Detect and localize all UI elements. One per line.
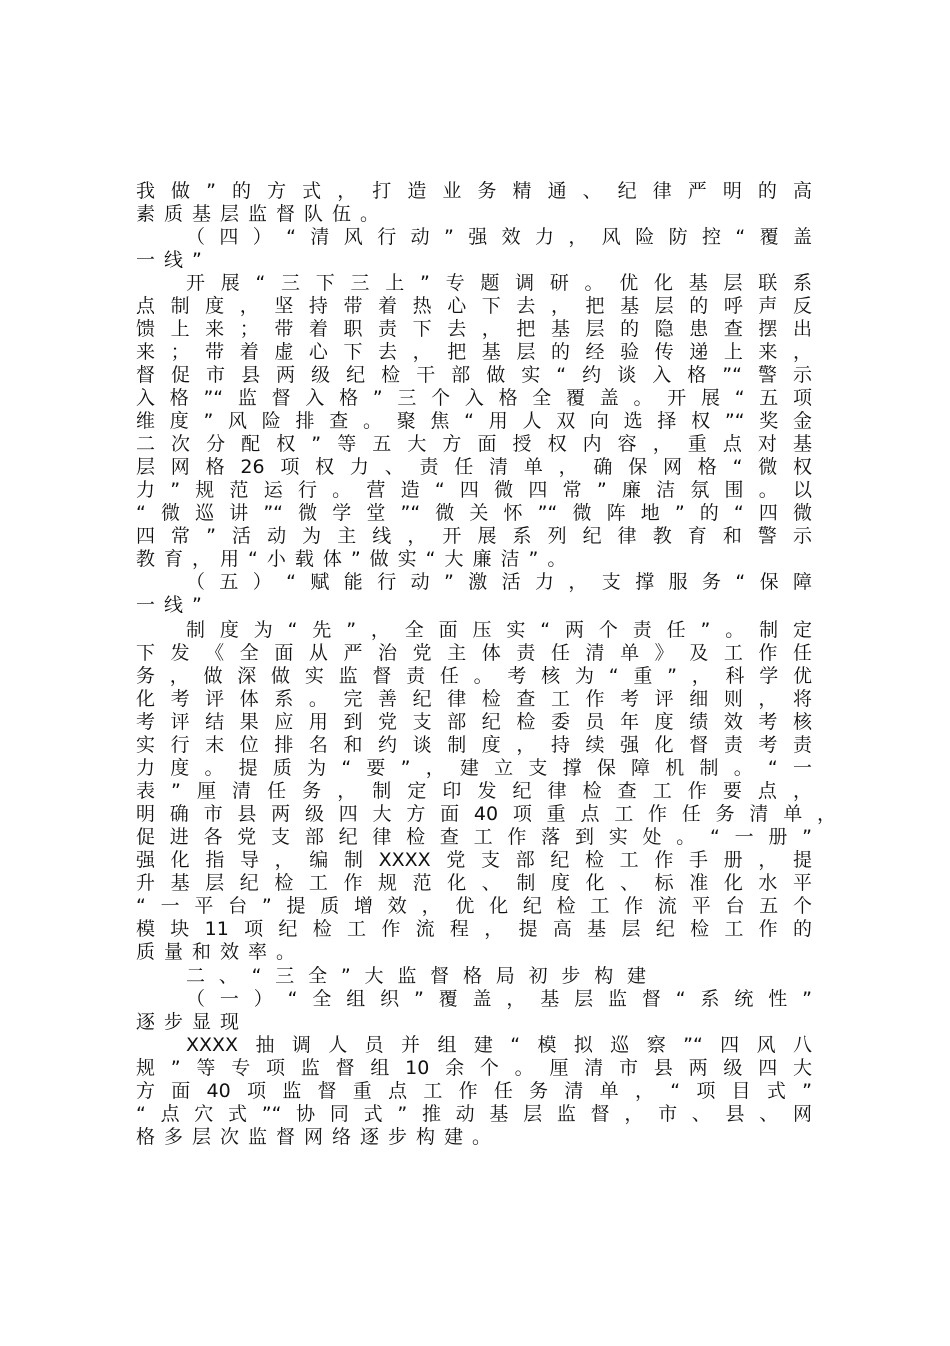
subsection-heading: （一）“全组织”覆盖，基层监督“系统性” xyxy=(186,988,812,1010)
body-text-line: 来；带着虚心下去，把基层的经验传递上来， xyxy=(136,341,812,363)
body-text-line: 力度。提质为“要”，建立支撑保障机制。“一 xyxy=(136,757,812,779)
body-text-line: 力”规范运行。营造“四微四常”廉洁氛围。以 xyxy=(136,479,812,501)
body-text-line: 教育，用“小载体”做实“大廉洁”。 xyxy=(136,548,576,570)
body-text-line: 方面40项监督重点工作任务清单，“项目式” xyxy=(136,1080,812,1102)
subsection-heading: （四）“清风行动”强效力，风险防控“覆盖 xyxy=(186,226,812,248)
body-text-line: 考评结果应用到党支部纪检委员年度绩效考核 xyxy=(136,711,812,733)
body-text-line: 强化指导，编制XXXX党支部纪检工作手册，提 xyxy=(136,849,812,871)
body-text-line: 入格”“监督入格”三个入格全覆盖。开展“五项 xyxy=(136,387,812,409)
section-heading: 二、“三全”大监督格局初步构建 xyxy=(186,965,646,987)
body-text-line: 升基层纪检工作规范化、制度化、标准化水平 xyxy=(136,872,812,894)
body-text-line: 层网格26项权力、责任清单，确保网格“微权 xyxy=(136,456,812,478)
body-text-line: 制度为“先”，全面压实“两个责任”。制定 xyxy=(186,619,812,641)
body-text-line: 模块11项纪检工作流程，提高基层纪检工作的 xyxy=(136,918,812,940)
body-text-line: 实行末位排名和约谈制度，持续强化督责考责 xyxy=(136,734,812,756)
body-text-line: 表”厘清任务，制定印发纪律检查工作要点， xyxy=(136,780,812,802)
body-text-line: 明确市县两级四大方面40项重点工作任务清单， xyxy=(136,803,836,825)
body-text-line: 化考评体系。完善纪律检查工作考评细则，将 xyxy=(136,688,812,710)
body-text-line: 维度”风险排查。聚焦“用人双向选择权”“奖金 xyxy=(136,410,812,432)
body-text-line: 二次分配权”等五大方面授权内容，重点对基 xyxy=(136,433,812,455)
body-text-line: “微巡讲”“微学堂”“微关怀”“微阵地”的“四微 xyxy=(136,502,812,524)
subsection-heading: 一线” xyxy=(136,249,211,271)
body-text-line: XXXX抽调人员并组建“模拟巡察”“四风八 xyxy=(186,1034,812,1056)
body-text-line: 规”等专项监督组10余个。厘清市县两级四大 xyxy=(136,1057,812,1079)
body-text-line: 促进各党支部纪律检查工作落到实处。“一册” xyxy=(136,826,812,848)
body-text-line: 下发《全面从严治党主体责任清单》及工作任 xyxy=(136,642,812,664)
body-text-line: 素质基层监督队伍。 xyxy=(136,203,389,225)
subsection-heading: 逐步显现 xyxy=(136,1011,249,1033)
body-text-line: “一平台”提质增效，优化纪检工作流平台五个 xyxy=(136,895,812,917)
subsection-heading: 一线” xyxy=(136,594,211,616)
body-text-line: 务，做深做实监督责任。考核为“重”，科学优 xyxy=(136,665,812,687)
body-text-line: 馈上来；带着职责下去，把基层的隐患查摆出 xyxy=(136,318,812,340)
body-text-line: 我做”的方式，打造业务精通、纪律严明的高 xyxy=(136,180,812,202)
subsection-heading: （五）“赋能行动”激活力，支撑服务“保障 xyxy=(186,571,812,593)
body-text-line: 点制度，坚持带着热心下去，把基层的呼声反 xyxy=(136,295,812,317)
body-text-line: 开展“三下三上”专题调研。优化基层联系 xyxy=(186,272,812,294)
body-text-line: 格多层次监督网络逐步构建。 xyxy=(136,1126,501,1148)
body-text-line: 四常”活动为主线，开展系列纪律教育和警示 xyxy=(136,525,812,547)
body-text-line: 督促市县两级纪检干部做实“约谈入格”“警示 xyxy=(136,364,812,386)
body-text-line: “点穴式”“协同式”推动基层监督，市、县、网 xyxy=(136,1103,812,1125)
body-text-line: 质量和效率。 xyxy=(136,941,305,963)
